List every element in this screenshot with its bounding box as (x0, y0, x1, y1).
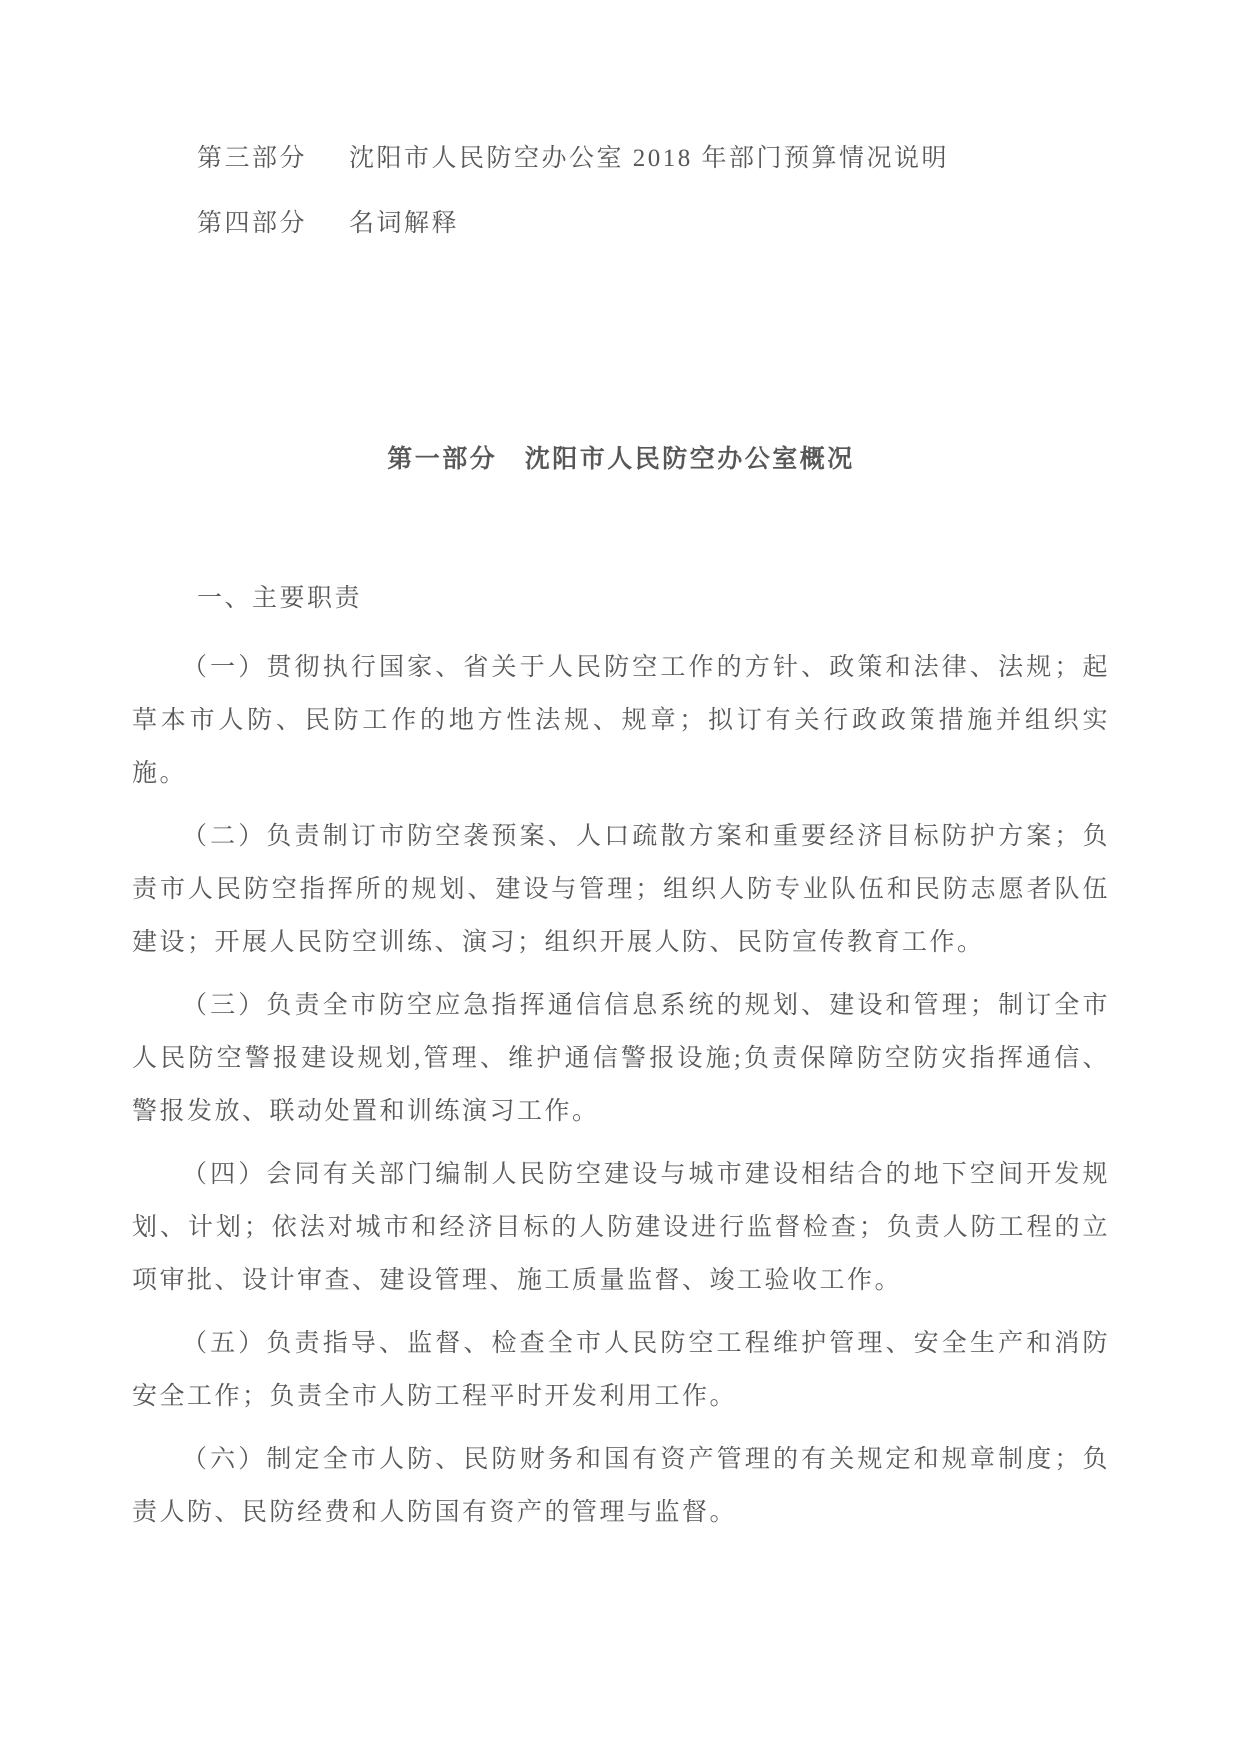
duty-paragraph-4: （四）会同有关部门编制人民防空建设与城市建设相结合的地下空间开发规划、计划；依法对城市和经济目标的人防建设进行监督检查；负责人防工程的立项审批、设计审查、建设管理、施工质量监督、竣工验收工作。 (132, 1161, 1110, 1294)
section-heading: 第一部分 沈阳市人民防空办公室概况 (387, 446, 855, 473)
duty-paragraph-1: （一）贯彻执行国家、省关于人民防空工作的方针、政策和法律、法规；起草本市人防、民防工作的地方性法规、规章；拟订有关行政政策措施并组织实施。 (132, 654, 1110, 787)
duty-paragraph-5: （五）负责指导、监督、检查全市人民防空工程维护管理、安全生产和消防安全工作；负责全市人防工程平时开发利用工作。 (132, 1330, 1110, 1410)
duty-paragraph-3: （三）负责全市防空应急指挥通信信息系统的规划、建设和管理；制订全市人民防空警报建设规划,管理、维护通信警报设施;负责保障防空防灾指挥通信、警报发放、联动处置和训练演习工作。 (132, 992, 1110, 1125)
toc-part-label: 第三部分 (197, 145, 308, 172)
toc-part-title: 名词解释 (349, 210, 460, 237)
duty-paragraph-2: （二）负责制订市防空袭预案、人口疏散方案和重要经济目标防护方案；负责市人民防空指挥所的规划、建设与管理；组织人防专业队伍和民防志愿者队伍建设；开展人民防空训练、演习；组织开展人防、民防宣传教育工作。 (132, 823, 1110, 956)
toc-entry-part4 (132, 197, 1110, 250)
toc-part-label: 第四部分 (197, 210, 308, 237)
duties-heading: 一、主要职责 (197, 585, 363, 612)
toc-entry-part3 (132, 132, 1110, 185)
duty-paragraph-6: （六）制定全市人防、民防财务和国有资产管理的有关规定和规章制度；负责人防、民防经费和人防国有资产的管理与监督。 (132, 1446, 1110, 1526)
toc-part-title: 沈阳市人民防空办公室 2018 年部门预算情况说明 (349, 145, 950, 172)
